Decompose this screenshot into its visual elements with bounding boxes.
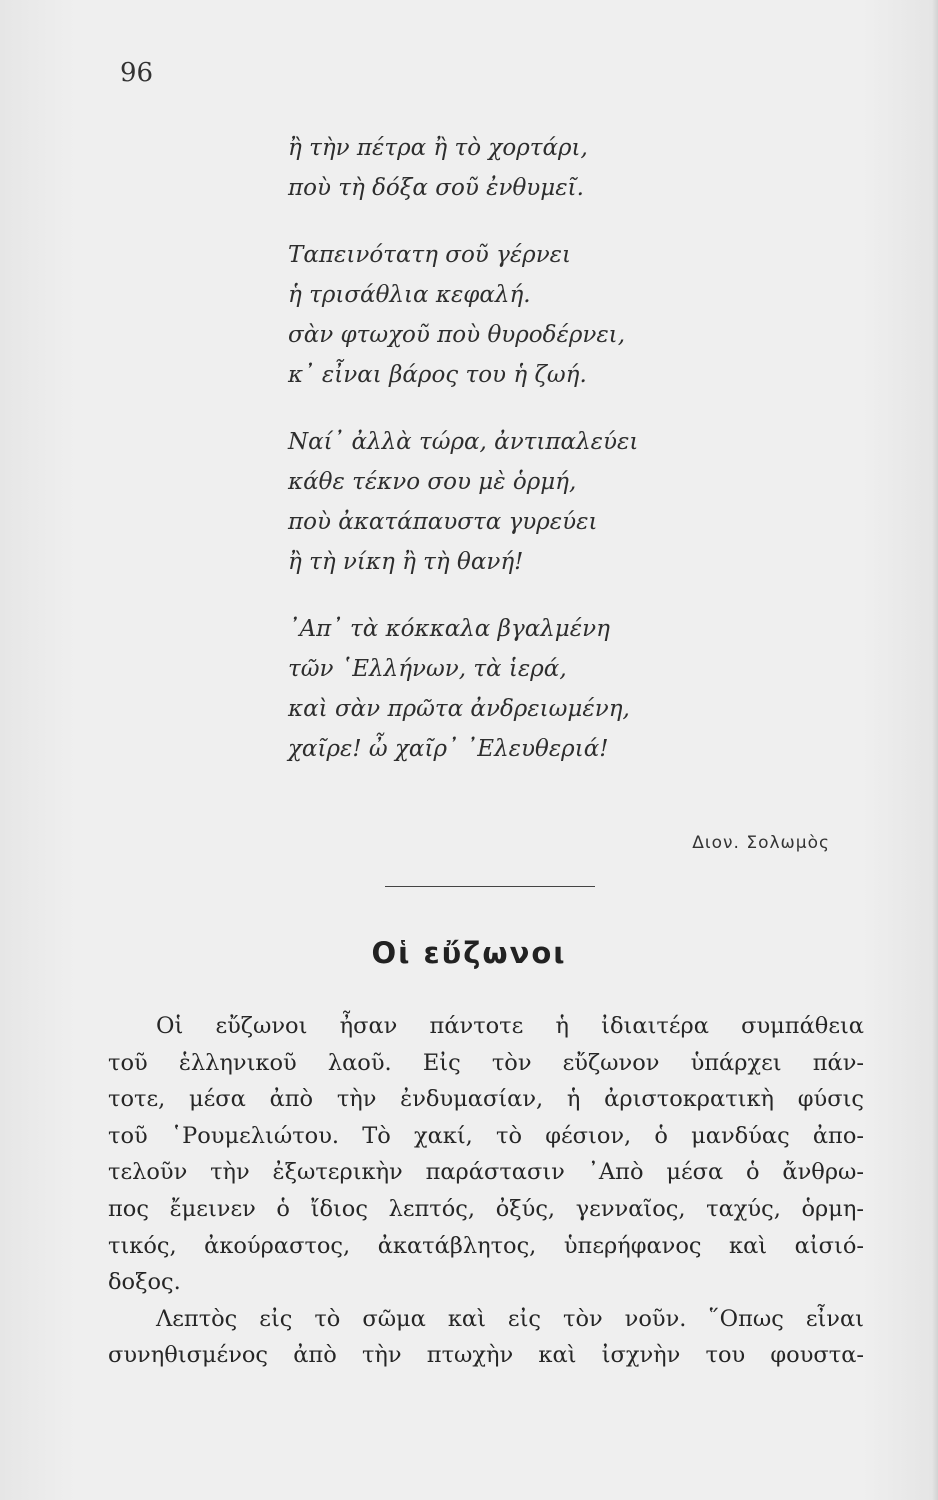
poem	[288, 128, 708, 796]
body-line: τοῦ ῾Ρουμελιώτου. Τὸ χακί, τὸ φέσιον, ὁ μανδύας ἀπο-	[108, 1122, 864, 1149]
section-title: Οἱ εὔζωνοι	[371, 936, 567, 970]
poem-stanza	[288, 235, 708, 395]
body-line: Λεπτὸς εἰς τὸ σῶμα καὶ εἰς τὸν νοῦν. ῞Οπως εἶναι	[156, 1305, 864, 1332]
page-edge-shadow	[932, 0, 938, 1500]
poem-line: κάθε τέκνο σου μὲ ὁρμή,	[288, 469, 577, 495]
poem-line: ἡ τρισάθλια κεφαλή.	[288, 282, 531, 308]
body-line: τοῦ ἑλληνικοῦ λαοῦ. Εἰς τὸν εὔζωνον ὑπάρχει πάν-	[108, 1049, 864, 1076]
poem-line: καὶ σὰν πρῶτα ἀνδρειωμένη,	[288, 696, 630, 722]
poem-line: χαῖρε! ὦ χαῖρ᾽ ᾿Ελευθεριά!	[288, 736, 609, 762]
poem-line: κ᾽ εἶναι βάρος του ἡ ζωή.	[288, 362, 587, 388]
poem-line: Ταπεινότατη σοῦ γέρνει	[288, 242, 572, 268]
poem-stanza	[288, 128, 708, 208]
body-line: τοτε, μέσα ἀπὸ τὴν ἐνδυμασίαν, ἡ ἀριστοκρατικὴ φύσις	[108, 1086, 864, 1113]
section-body	[108, 1008, 864, 1374]
poem-author: Διον. Σολωμὸς	[692, 833, 830, 853]
page-number: 96	[120, 58, 154, 88]
body-line: τικός, ἀκούραστος, ἀκατάβλητος, ὑπερήφανος καὶ αἰσιό-	[108, 1232, 864, 1259]
poem-line: σὰν φτωχοῦ ποὺ θυροδέρνει,	[288, 322, 626, 348]
body-line: πος ἔμεινεν ὁ ἴδιος λεπτός, ὀξύς, γενναῖος, ταχύς, ὁρμη-	[108, 1195, 864, 1222]
body-line: δοξος.	[108, 1269, 181, 1296]
body-line: τελοῦν τὴν ἐξωτερικὴν παράστασιν ᾿Απὸ μέσα ὁ ἄνθρω-	[108, 1159, 864, 1186]
body-line: συνηθισμένος ἀπὸ τὴν πτωχὴν καὶ ἰσχνὴν του φουστα-	[108, 1342, 864, 1369]
poem-stanza	[288, 609, 708, 769]
body-line: Οἱ εὔζωνοι ἦσαν πάντοτε ἡ ἰδιαιτέρα συμπάθεια	[156, 1013, 864, 1039]
poem-line: Ναί᾽ ἀλλὰ τώρα, ἀντιπαλεύει	[288, 429, 639, 455]
poem-stanza	[288, 422, 708, 582]
poem-line: ποὺ ἀκατάπαυστα γυρεύει	[288, 509, 598, 535]
poem-line: ποὺ τὴ δόξα σοῦ ἐνθυμεῖ.	[288, 175, 584, 201]
poem-line: ἢ τὴν πέτρα ἢ τὸ χορτάρι,	[288, 135, 588, 161]
poem-line: ἢ τὴ νίκη ἢ τὴ θανή!	[288, 549, 524, 575]
poem-line: ᾿Απ᾽ τὰ κόκκαλα βγαλμένη	[288, 616, 610, 642]
section-divider	[385, 886, 595, 887]
poem-line: τῶν ῾Ελλήνων, τὰ ἱερά,	[288, 656, 567, 682]
